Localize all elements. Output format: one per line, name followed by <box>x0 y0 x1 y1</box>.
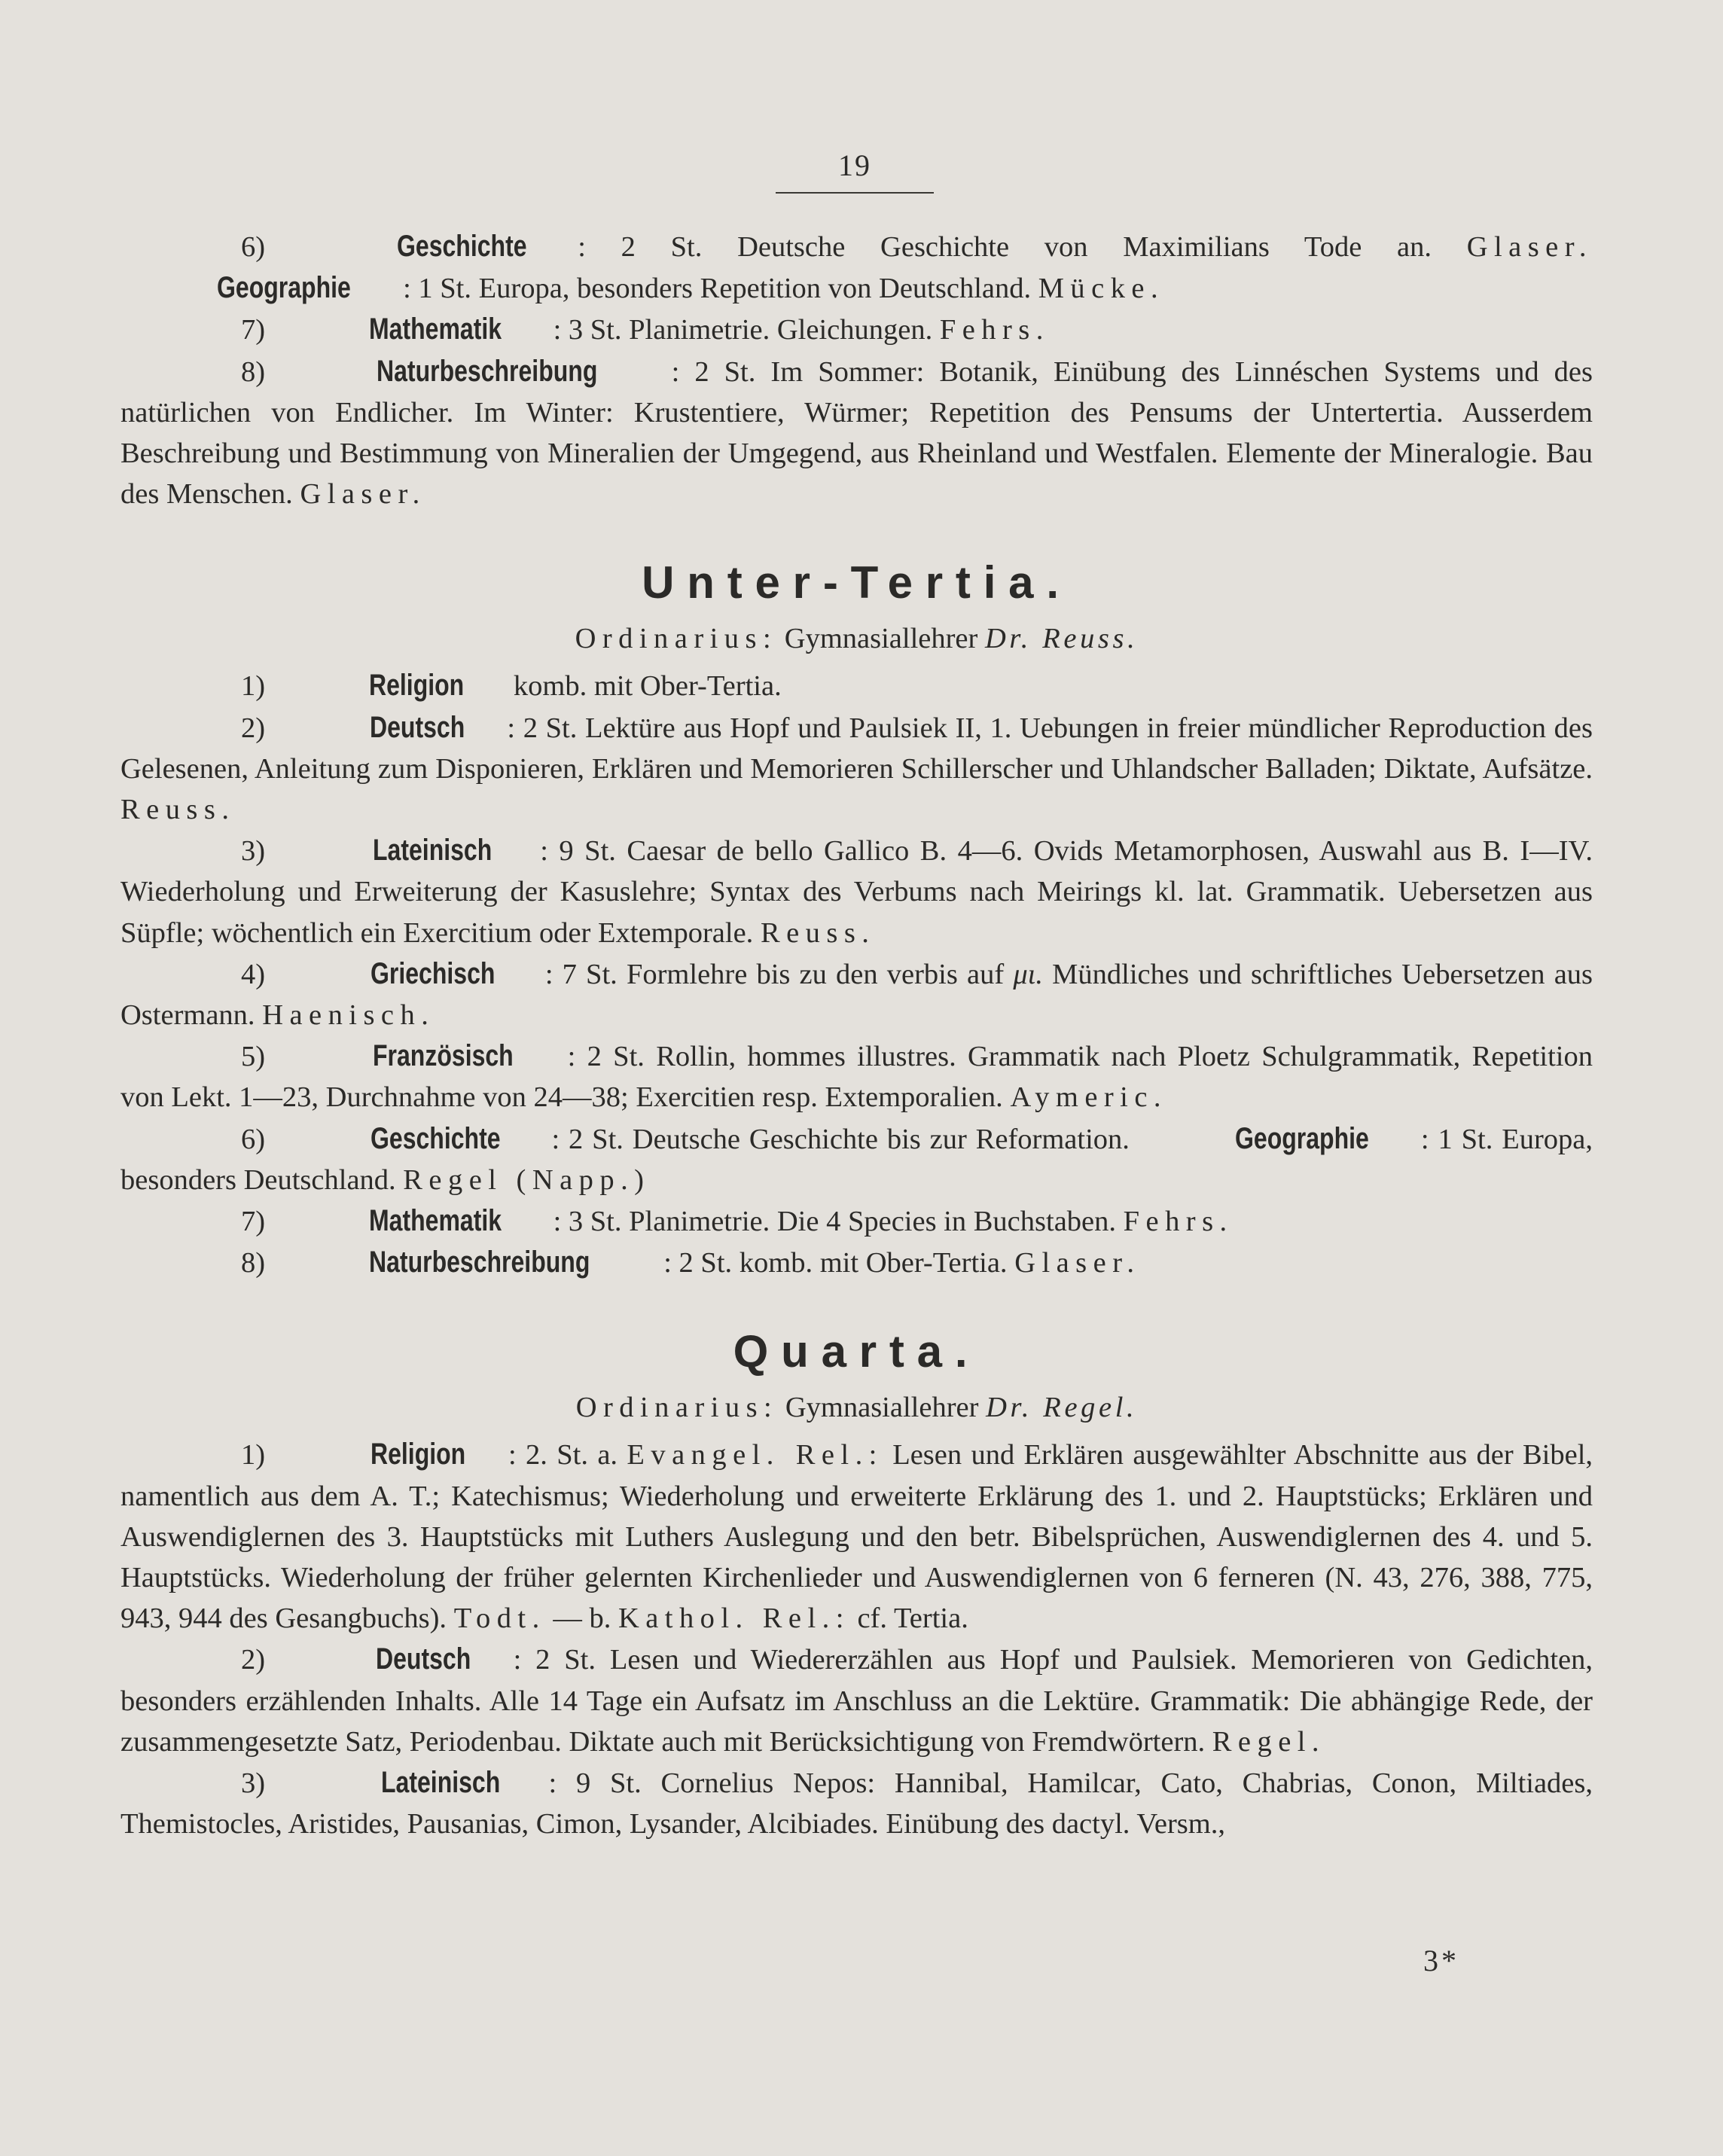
item-number: 3) <box>241 1767 266 1800</box>
item-number: 4) <box>241 958 266 990</box>
item-number: 8) <box>241 355 266 388</box>
subject-geographie: Geographie <box>217 271 351 305</box>
paragraph-lateinisch <box>120 1762 1593 1844</box>
subject-geschichte: Geschichte <box>396 230 527 263</box>
paragraph-deutsch <box>120 707 1593 831</box>
ordinarius-line <box>120 1386 1593 1429</box>
paragraph-text: komb. mit Ober-Tertia. <box>513 670 782 703</box>
paragraph-text: : 2. St. a. <box>508 1439 618 1471</box>
subject-naturbeschreibung: Naturbeschreibung <box>368 1246 590 1279</box>
paragraph-text: : 7 St. Formlehre bis zu den verbis auf <box>544 958 1005 990</box>
item-number: 6) <box>241 231 266 263</box>
religion-label: Kathol. Rel.: <box>618 1603 850 1635</box>
paragraph-griechisch <box>120 953 1593 1035</box>
teacher-name: Reuss. <box>120 794 236 826</box>
ordinarius-title: Gymnasiallehrer <box>785 1392 979 1424</box>
paragraph-text: : 2 St. Deutsche Geschichte bis zur Reformation. <box>551 1123 1130 1155</box>
paragraph-mathematik <box>120 309 1593 350</box>
paragraph-geschichte <box>120 226 1593 309</box>
subject-religion: Religion <box>368 669 464 703</box>
section-title-quarta: Quarta. <box>733 1326 980 1377</box>
paragraph-mathematik <box>120 1200 1593 1242</box>
ordinarius-name: Dr. Reuss. <box>984 623 1139 655</box>
teacher-name: Mücke. <box>1038 273 1165 305</box>
religion-label: Evangel. Rel.: <box>627 1439 883 1471</box>
item-number: 5) <box>241 1041 266 1073</box>
ordinarius-label: Ordinarius: <box>575 1392 779 1424</box>
teacher-name: Fehrs. <box>1123 1206 1234 1238</box>
teacher-name: Reuss. <box>760 916 876 949</box>
ordinarius-name: Dr. Regel. <box>986 1392 1138 1424</box>
ordinarius-title: Gymnasiallehrer <box>784 623 978 655</box>
item-number: 7) <box>241 314 266 346</box>
paragraph-text: : 9 St. Caesar de bello Gallico B. 4—6. Ovids Metamorphosen, Auswahl aus B. I—IV. Wiederholung und Erweiterung der Kasuslehre; Syntax des Verbums nach Meirings kl. lat. Grammatik. Uebersetzen aus Süpfle; wöchentlich ein Exercitium oder Extemporale. <box>120 835 1593 949</box>
paragraph-text: : 1 St. Europa, besonders Deutschland. <box>120 1123 1593 1196</box>
document-body <box>120 226 1593 1845</box>
ordinarius-label: Ordinarius: <box>575 623 778 655</box>
subject-deutsch: Deutsch <box>369 710 465 744</box>
paragraph-text: cf. Tertia. <box>857 1603 968 1635</box>
teacher-name: Regel. <box>1212 1725 1326 1758</box>
item-number: 1) <box>241 1439 266 1471</box>
paragraph-text: : 2 St. Lektüre aus Hopf und Paulsiek II, 1. Uebungen in freier mündlicher Reproduction des Gelesenen, Anleitung zum Disponieren, Erklären und Memorieren Schillerscher und Uhlandscher Balladen; Diktate, Aufsätze. <box>120 712 1593 785</box>
subject-geographie: Geographie <box>1234 1121 1369 1155</box>
subject-mathematik: Mathematik <box>368 1204 502 1238</box>
subject-franzoesisch: Französisch <box>373 1039 514 1073</box>
paragraph-deutsch <box>120 1639 1593 1762</box>
signature-mark: 3* <box>1423 1944 1459 1978</box>
subject-lateinisch: Lateinisch <box>380 1766 501 1800</box>
teacher-name: Glaser. <box>1466 231 1593 263</box>
greek-ending: μι. <box>1013 958 1043 990</box>
paragraph-text: : 2 St. Deutsche Geschichte von Maximilians Tode an. <box>578 231 1432 263</box>
paragraph-naturbeschreibung <box>120 1242 1593 1283</box>
item-number: 1) <box>241 670 266 703</box>
page-number: 19 <box>776 148 934 194</box>
subject-naturbeschreibung: Naturbeschreibung <box>377 354 598 388</box>
paragraph-naturbeschreibung <box>120 351 1593 515</box>
paragraph-text: : 1 St. Europa, besonders Repetition von Deutschland. <box>403 273 1032 305</box>
section-title-unter-tertia: Unter-Tertia. <box>642 557 1072 608</box>
paragraph-text: : 2 St. Rollin, hommes illustres. Grammatik nach Ploetz Schulgrammatik, Repetition von Lekt. 1—23, Durchnahme von 24—38; Exercitien resp. Extemporalien. <box>120 1041 1593 1114</box>
teacher-name: Todt. <box>453 1603 546 1635</box>
paragraph-franzoesisch <box>120 1035 1593 1118</box>
teacher-name: Aymeric. <box>1010 1081 1167 1114</box>
paragraph-text: : 2 St. Im Sommer: Botanik, Einübung des Linnéschen Systems und des natürlichen von Endlicher. Im Winter: Krustentiere, Würmer; Repetition des Pensums der Untertertia. Ausserdem Beschreibung und Bestimmung von Mineralien der Umgegend, aus Rheinland und Westfalen. Elemente der Mineralogie. Bau des Menschen. <box>120 355 1593 511</box>
paragraph-religion <box>120 665 1593 706</box>
teacher-name: Glaser. <box>1014 1247 1141 1279</box>
teacher-name: Haenisch. <box>262 999 435 1032</box>
subject-griechisch: Griechisch <box>371 956 496 990</box>
paragraph-text: Mündliches und schriftliches Uebersetzen aus Ostermann. <box>120 958 1593 1032</box>
teacher-name: Glaser. <box>300 478 426 511</box>
paragraph-text: : 3 St. Planimetrie. Gleichungen. <box>553 314 933 346</box>
paragraph-text: : 2 St. Lesen und Wiedererzählen aus Hopf und Paulsiek. Memorieren von Gedichten, besonders erzählenden Inhalts. Alle 14 Tage ein Aufsatz im Anschluss an die Lektüre. Grammatik: Die abhängige Rede, der zusammengesetzte Satz, Periodenbau. Diktate auch mit Berücksichtigung von Fremdwörtern. <box>120 1644 1593 1758</box>
subject-deutsch: Deutsch <box>375 1642 471 1676</box>
paragraph-lateinisch <box>120 830 1593 953</box>
teacher-name: Fehrs. <box>939 314 1050 346</box>
subject-religion: Religion <box>371 1438 466 1471</box>
paragraph-text: Lesen und Erklären ausgewählter Abschnitte aus der Bibel, namentlich aus dem A. T.; Katechismus; Wiederholung und erweiterte Erklärung des 1. und 2. Hauptstücks; Erklären und Auswendiglernen des 3. Hauptstücks mit Luthers Auslegung und den betr. Bibelsprüchen, Auswendiglernen des 4. und 5. Hauptstücks. Wiederholung der früher gelernten Kirchenlieder und Auswendiglernen von 6 ferneren (N. 43, 276, 388, 775, 943, 944 des Gesangbuchs). <box>120 1439 1593 1635</box>
paragraph-text: : 2 St. komb. mit Ober-Tertia. <box>663 1247 1008 1279</box>
paragraph-text: : 3 St. Planimetrie. Die 4 Species in Buchstaben. <box>553 1206 1117 1238</box>
item-number: 6) <box>241 1123 266 1155</box>
subject-lateinisch: Lateinisch <box>372 834 492 868</box>
paragraph-text: — b. <box>553 1603 611 1635</box>
item-number: 8) <box>241 1247 266 1279</box>
subject-mathematik: Mathematik <box>368 313 502 346</box>
item-number: 2) <box>241 712 266 744</box>
paragraph-religion <box>120 1434 1593 1639</box>
item-number: 3) <box>241 835 266 868</box>
ordinarius-line <box>120 617 1593 660</box>
subject-geschichte: Geschichte <box>370 1121 501 1155</box>
item-number: 2) <box>241 1644 266 1676</box>
item-number: 7) <box>241 1206 266 1238</box>
teacher-name: Regel (Napp.) <box>403 1163 651 1196</box>
paragraph-geschichte <box>120 1118 1593 1200</box>
paragraph-text: : 9 St. Cornelius Nepos: Hannibal, Hamilcar, Cato, Chabrias, Conon, Miltiades, Themistocles, Aristides, Pausanias, Cimon, Lysander, Alcibiades. Einübung des dactyl. Versm., <box>120 1767 1593 1840</box>
